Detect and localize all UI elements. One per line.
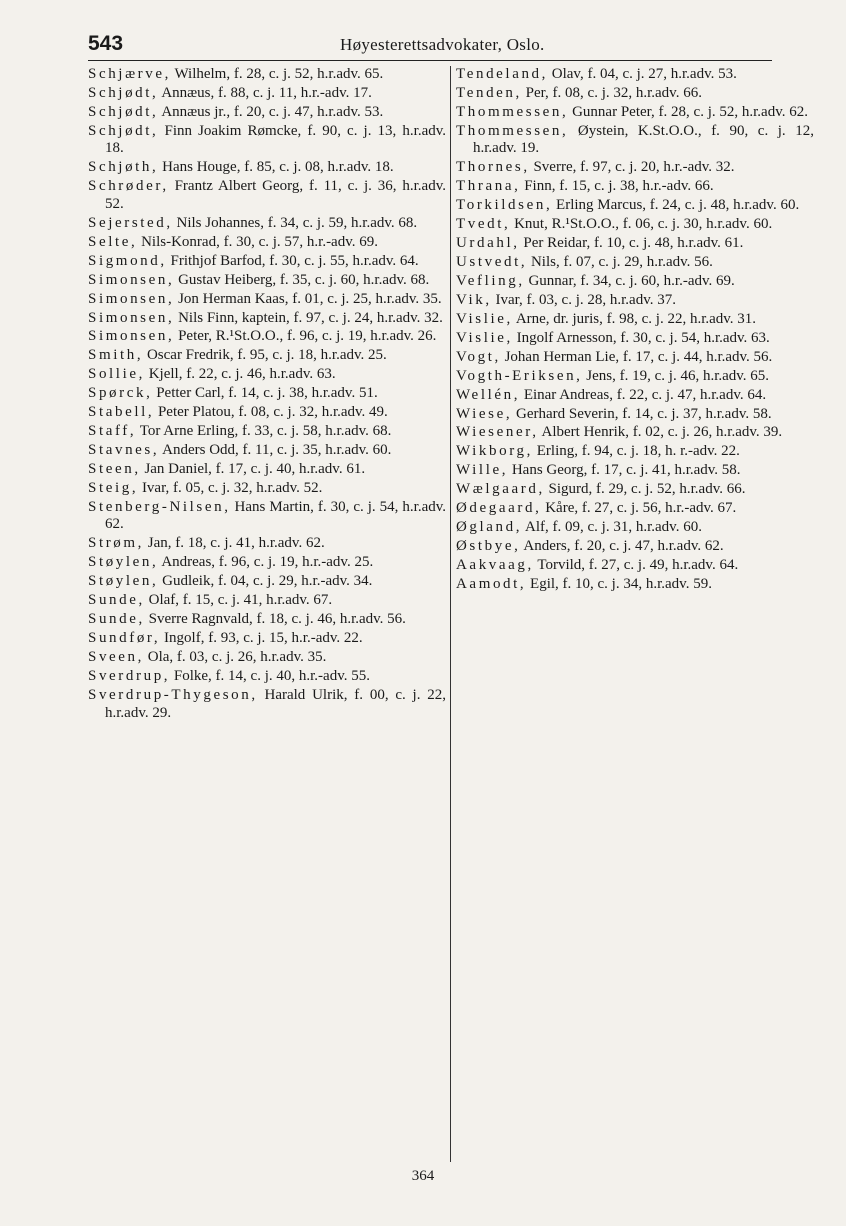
- entry-surname: Stabell,: [88, 404, 155, 421]
- entry-surname: Simonsen,: [88, 328, 175, 345]
- entry-details: Jan, f. 18, c. j. 41, h.r.adv. 62.: [144, 535, 325, 552]
- entry-details: Ingolf Arnesson, f. 30, c. j. 54, h.r.adv. 63.: [512, 329, 770, 346]
- directory-entry: [88, 554, 446, 572]
- entry-surname: Sejersted,: [88, 214, 173, 231]
- directory-entry: [88, 480, 446, 498]
- entry-details: Sigurd, f. 29, c. j. 52, h.r.adv. 66.: [544, 481, 746, 498]
- entry-surname: Schjødt,: [88, 84, 159, 101]
- entry-details: Egil, f. 10, c. j. 34, h.r.adv. 59.: [526, 575, 712, 592]
- directory-entry: [88, 385, 446, 403]
- column-divider: [450, 66, 451, 1162]
- entry-surname: Selte,: [88, 233, 138, 250]
- entry-details: Petter Carl, f. 14, c. j. 38, h.r.adv. 51.: [152, 385, 378, 402]
- directory-entry: [456, 178, 814, 196]
- entry-details: Oscar Fredrik, f. 95, c. j. 18, h.r.adv. 25.: [143, 347, 387, 364]
- entry-details: Jon Herman Kaas, f. 01, c. j. 25, h.r.adv. 35.: [174, 290, 442, 307]
- entry-surname: Wiese,: [456, 405, 513, 422]
- entry-details: Arne, dr. juris, f. 98, c. j. 22, h.r.adv. 31.: [512, 310, 757, 327]
- directory-entry: [88, 366, 446, 384]
- entry-surname: Torkildsen,: [456, 197, 553, 214]
- entry-surname: Thornes,: [456, 159, 530, 176]
- entry-surname: Sigmond,: [88, 252, 167, 269]
- entry-details: Gudleik, f. 04, c. j. 29, h.r.-adv. 34.: [158, 573, 373, 590]
- entry-surname: Vogt,: [456, 348, 501, 365]
- directory-entry: [456, 197, 814, 215]
- directory-entry: [88, 66, 446, 84]
- entry-details: Nils, f. 07, c. j. 29, h.r.adv. 56.: [527, 254, 713, 271]
- entry-surname: Steen,: [88, 461, 141, 477]
- entry-details: Gunnar, f. 34, c. j. 60, h.r.-adv. 69.: [524, 272, 735, 289]
- directory-entry: [88, 630, 446, 648]
- entry-surname: Wellén,: [456, 386, 521, 403]
- directory-entry: [456, 273, 814, 291]
- entry-surname: Urdahl,: [456, 235, 520, 252]
- directory-entry: [456, 576, 814, 594]
- entry-surname: Smith,: [88, 347, 144, 364]
- entry-surname: Thommessen,: [456, 103, 569, 120]
- entry-details: Gunnar Peter, f. 28, c. j. 52, h.r.adv. 62.: [568, 103, 808, 120]
- entry-surname: Sverdrup-Thygeson,: [88, 686, 258, 703]
- directory-entry: [88, 573, 446, 591]
- entry-surname: Staff,: [88, 423, 137, 440]
- entry-details: Johan Herman Lie, f. 17, c. j. 44, h.r.adv. 56.: [500, 348, 773, 365]
- directory-entry: [456, 66, 814, 84]
- entry-details: Hans Georg, f. 17, c. j. 41, h.r.adv. 58.: [508, 462, 741, 479]
- directory-entry: [456, 254, 814, 272]
- entry-details: Wilhelm, f. 28, c. j. 52, h.r.adv. 65.: [170, 66, 384, 82]
- entry-surname: Stenberg-Nilsen,: [88, 498, 231, 515]
- directory-entry: [88, 442, 446, 460]
- entry-surname: Øgland,: [456, 519, 523, 536]
- entry-surname: Støylen,: [88, 554, 159, 571]
- entry-surname: Vislie,: [456, 310, 513, 327]
- directory-entry: [88, 649, 446, 667]
- directory-entry: [88, 234, 446, 252]
- entry-details: Tor Arne Erling, f. 33, c. j. 58, h.r.adv. 68.: [136, 423, 392, 440]
- entry-details: Finn Joakim Rømcke, f. 90, c. j. 13, h.r.adv. 18.: [105, 122, 446, 157]
- directory-entry: [456, 311, 814, 329]
- entry-details: Torvild, f. 27, c. j. 49, h.r.adv. 64.: [533, 557, 739, 574]
- directory-entry: [456, 368, 814, 386]
- entry-surname: Simonsen,: [88, 271, 175, 288]
- entry-surname: Sunde,: [88, 611, 145, 628]
- entry-details: Ola, f. 03, c. j. 26, h.r.adv. 35.: [144, 649, 327, 666]
- entry-surname: Sundfør,: [88, 630, 161, 647]
- directory-entry: [88, 85, 446, 103]
- entry-surname: Thrana,: [456, 178, 521, 195]
- entry-details: Gustav Heiberg, f. 35, c. j. 60, h.r.adv. 68.: [174, 271, 430, 288]
- directory-entry: [88, 123, 446, 158]
- directory-entry: [456, 216, 814, 234]
- entry-details: Folke, f. 14, c. j. 40, h.r.-adv. 55.: [170, 667, 370, 684]
- entry-surname: Simonsen,: [88, 309, 175, 326]
- directory-entry: [456, 85, 814, 103]
- entry-details: Per, f. 08, c. j. 32, h.r.adv. 66.: [521, 84, 702, 101]
- directory-entry: [456, 349, 814, 367]
- entry-details: Nils Finn, kaptein, f. 97, c. j. 24, h.r.adv. 32.: [174, 309, 443, 326]
- directory-entry: [456, 424, 814, 442]
- directory-entry: [88, 347, 446, 365]
- entry-surname: Sollie,: [88, 366, 145, 383]
- entry-surname: Thommessen,: [456, 122, 569, 139]
- entry-surname: Simonsen,: [88, 290, 175, 307]
- directory-entry: [88, 499, 446, 534]
- entry-surname: Ustvedt,: [456, 254, 528, 271]
- left-column: [88, 66, 446, 723]
- entry-surname: Aakvaag,: [456, 557, 534, 574]
- directory-entry: [456, 406, 814, 424]
- directory-entry: [88, 310, 446, 328]
- entry-details: Knut, R.¹St.O.O., f. 06, c. j. 30, h.r.adv. 60.: [510, 216, 773, 233]
- entry-details: Sverre, f. 97, c. j. 20, h.r.-adv. 32.: [529, 159, 735, 176]
- directory-entry: [88, 592, 446, 610]
- entry-surname: Vogth-Eriksen,: [456, 367, 583, 384]
- entry-details: Anders Odd, f. 11, c. j. 35, h.r.adv. 60.: [159, 442, 392, 459]
- entry-surname: Wille,: [456, 462, 509, 479]
- directory-entry: [88, 159, 446, 177]
- directory-entry: [88, 461, 446, 479]
- entry-surname: Østbye,: [456, 538, 521, 555]
- entry-details: Hans Martin, f. 30, c. j. 54, h.r.adv. 62.: [105, 498, 446, 533]
- directory-entry: [88, 291, 446, 309]
- directory-entry: [456, 123, 814, 158]
- entry-details: Kåre, f. 27, c. j. 56, h.r.-adv. 67.: [541, 500, 737, 517]
- directory-entry: [88, 178, 446, 213]
- entry-surname: Schjødt,: [88, 103, 159, 120]
- entry-surname: Wiesener,: [456, 424, 539, 441]
- directory-entry: [456, 557, 814, 575]
- directory-entry: [88, 215, 446, 233]
- entry-details: Olav, f. 04, c. j. 27, h.r.adv. 53.: [548, 66, 737, 82]
- entry-details: Einar Andreas, f. 22, c. j. 47, h.r.adv. 64.: [520, 386, 767, 403]
- directory-entry: [88, 611, 446, 629]
- entry-surname: Vislie,: [456, 329, 513, 346]
- entry-surname: Støylen,: [88, 573, 159, 590]
- entry-surname: Sverdrup,: [88, 667, 171, 684]
- entry-details: Albert Henrik, f. 02, c. j. 26, h.r.adv. 39.: [538, 424, 783, 441]
- directory-entry: [88, 104, 446, 122]
- entry-surname: Tenden,: [456, 84, 522, 101]
- entry-details: Frithjof Barfod, f. 30, c. j. 55, h.r.adv. 64.: [166, 252, 419, 269]
- entry-surname: Vefling,: [456, 272, 525, 289]
- directory-entry: [88, 253, 446, 271]
- directory-entry: [456, 104, 814, 122]
- directory-entry: [88, 423, 446, 441]
- entry-details: Andreas, f. 96, c. j. 19, h.r.-adv. 25.: [158, 554, 374, 571]
- entry-surname: Wælgaard,: [456, 481, 545, 498]
- directory-entry: [88, 687, 446, 722]
- entry-details: Nils-Konrad, f. 30, c. j. 57, h.r.-adv. 69.: [137, 233, 378, 250]
- entry-surname: Stavnes,: [88, 442, 160, 459]
- entry-details: Kjell, f. 22, c. j. 46, h.r.adv. 63.: [144, 366, 336, 383]
- directory-entry: [456, 159, 814, 177]
- directory-entry: [88, 668, 446, 686]
- directory-entry: [456, 462, 814, 480]
- directory-entry: [88, 404, 446, 422]
- entry-details: Sverre Ragnvald, f. 18, c. j. 46, h.r.adv. 56.: [144, 611, 406, 628]
- directory-entry: [456, 519, 814, 537]
- directory-entry: [456, 235, 814, 253]
- entry-details: Nils Johannes, f. 34, c. j. 59, h.r.adv. 68.: [172, 214, 418, 231]
- entry-surname: Tvedt,: [456, 216, 511, 233]
- directory-entry: [456, 330, 814, 348]
- entry-details: Finn, f. 15, c. j. 38, h.r.-adv. 66.: [520, 178, 714, 195]
- entry-details: Øystein, K.St.O.O., f. 90, c. j. 12, h.r.adv. 19.: [473, 122, 814, 157]
- entry-surname: Schjærve,: [88, 66, 171, 82]
- entry-surname: Strøm,: [88, 535, 145, 552]
- entry-details: Peter Platou, f. 08, c. j. 32, h.r.adv. 49.: [154, 404, 388, 421]
- entry-details: Ivar, f. 05, c. j. 32, h.r.adv. 52.: [138, 479, 323, 496]
- entry-details: Ivar, f. 03, c. j. 28, h.r.adv. 37.: [491, 291, 676, 308]
- entry-surname: Tendeland,: [456, 66, 549, 82]
- entry-surname: Steig,: [88, 479, 139, 496]
- directory-entry: [456, 387, 814, 405]
- entry-details: Alf, f. 09, c. j. 31, h.r.adv. 60.: [522, 519, 702, 536]
- entry-details: Erling, f. 94, c. j. 18, h. r.-adv. 22.: [533, 443, 740, 460]
- entry-surname: Spørck,: [88, 385, 153, 402]
- directory-entry: [456, 481, 814, 499]
- entry-surname: Sveen,: [88, 649, 145, 666]
- entry-details: Harald Ulrik, f. 00, c. j. 22, h.r.adv. 29.: [105, 686, 446, 721]
- footer-page-number: 364: [411, 1168, 435, 1184]
- directory-entry: [88, 328, 446, 346]
- directory-entry: [88, 272, 446, 290]
- directory-entry: [456, 500, 814, 518]
- entry-surname: Vik,: [456, 291, 492, 308]
- entry-details: Erling Marcus, f. 24, c. j. 48, h.r.adv. 60.: [552, 197, 800, 214]
- directory-entry: [456, 443, 814, 461]
- directory-entry: [88, 535, 446, 553]
- entry-details: Hans Houge, f. 85, c. j. 08, h.r.adv. 18.: [158, 159, 394, 176]
- page-title: Høyesterettsadvokater, Oslo.: [340, 35, 545, 54]
- entry-details: Olaf, f. 15, c. j. 41, h.r.adv. 67.: [144, 592, 333, 609]
- entry-details: Annæus jr., f. 20, c. j. 47, h.r.adv. 53.: [158, 103, 384, 120]
- right-column: [456, 66, 814, 595]
- entry-surname: Schrøder,: [88, 178, 169, 195]
- entry-details: Anders, f. 20, c. j. 47, h.r.adv. 62.: [520, 538, 724, 555]
- entry-surname: Schjødt,: [88, 122, 159, 139]
- directory-entry: [456, 538, 814, 556]
- header-rule: [88, 60, 772, 61]
- entry-details: Annæus, f. 88, c. j. 11, h.r.-adv. 17.: [158, 84, 372, 101]
- entry-details: Frantz Albert Georg, f. 11, c. j. 36, h.r.adv. 52.: [105, 178, 446, 212]
- entry-surname: Aamodt,: [456, 575, 527, 592]
- entry-details: Peter, R.¹St.O.O., f. 96, c. j. 19, h.r.adv. 26.: [174, 328, 437, 345]
- entry-details: Jan Daniel, f. 17, c. j. 40, h.r.adv. 61.: [140, 461, 366, 477]
- page-number: 543: [88, 32, 124, 55]
- entry-details: Per Reidar, f. 10, c. j. 48, h.r.adv. 61.: [519, 235, 744, 252]
- entry-details: Jens, f. 19, c. j. 46, h.r.adv. 65.: [582, 367, 770, 384]
- entry-surname: Ødegaard,: [456, 500, 542, 517]
- entry-surname: Wikborg,: [456, 443, 533, 460]
- entry-details: Gerhard Severin, f. 14, c. j. 37, h.r.adv. 58.: [512, 405, 772, 422]
- entry-surname: Schjøth,: [88, 159, 159, 176]
- directory-entry: [456, 292, 814, 310]
- entry-surname: Sunde,: [88, 592, 145, 609]
- entry-details: Ingolf, f. 93, c. j. 15, h.r.-adv. 22.: [160, 630, 363, 647]
